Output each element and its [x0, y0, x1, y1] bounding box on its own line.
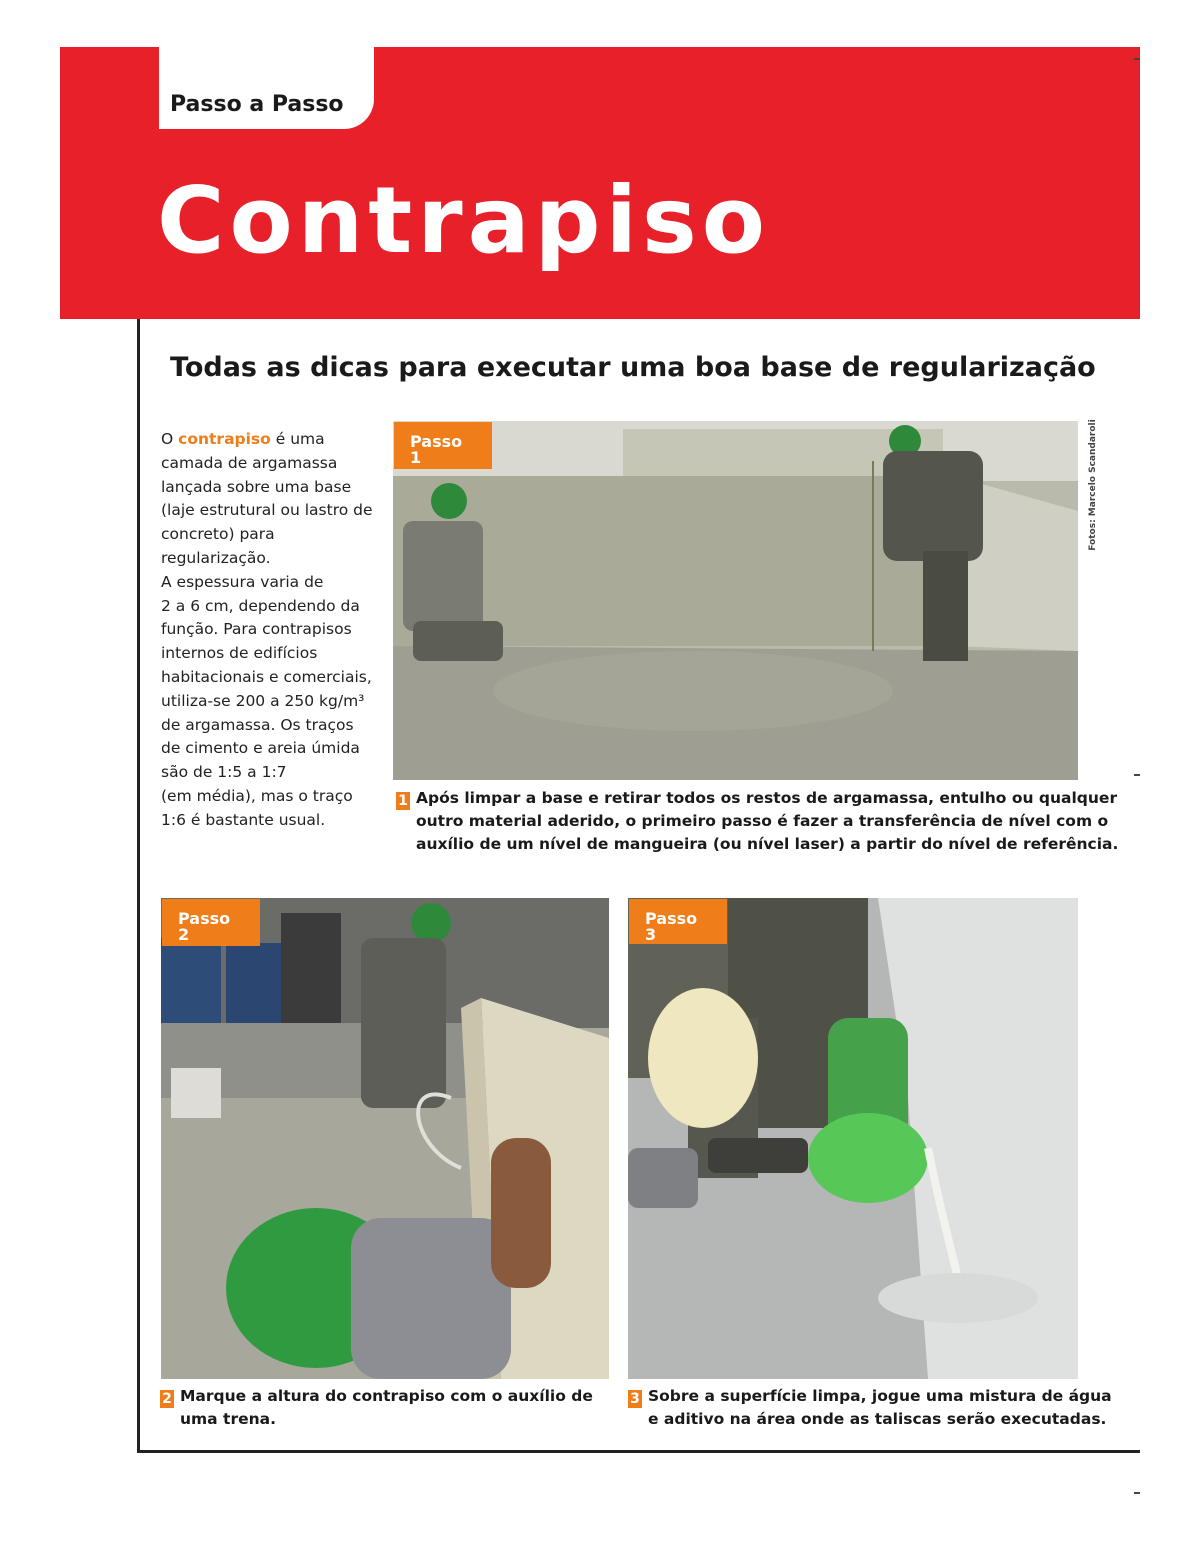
caption-text: Após limpar a base e retirar todos os restos de argamassa, entulho ou qualquer	[416, 789, 1118, 807]
step-1-illustration	[393, 421, 1078, 780]
step-number: 1	[396, 792, 410, 810]
step-number: 2	[160, 1390, 174, 1408]
step-1-photo	[393, 421, 1078, 780]
section-label: Passo a Passo	[170, 92, 344, 117]
page-title: Contrapiso	[157, 167, 771, 274]
caption-line: uma trena.	[180, 1410, 276, 1428]
bottom-rule	[137, 1450, 1140, 1453]
margin-tick	[1134, 58, 1140, 60]
step-3-badge: Passo 3	[629, 899, 727, 944]
intro-line: 1:6 é bastante usual.	[161, 810, 326, 829]
step-number: 3	[628, 1390, 642, 1408]
intro-line: são de 1:5 a 1:7	[161, 763, 287, 782]
step-2-badge: Passo 2	[162, 899, 260, 946]
intro-highlight: contrapiso	[178, 430, 271, 448]
step-1-caption	[396, 787, 1119, 856]
caption-line: outro material aderido, o primeiro passo é fazer a transferência de nível com o	[416, 812, 1109, 830]
intro-line: 2 a 6 cm, dependendo da	[161, 596, 360, 615]
intro-text	[161, 428, 376, 833]
intro-line: (em média), mas o traço	[161, 786, 353, 805]
margin-tick	[1134, 1492, 1140, 1494]
intro-line: função. Para contrapisos	[161, 620, 352, 639]
caption-line	[396, 787, 1118, 810]
caption-line: e aditivo na área onde as taliscas serão executadas.	[648, 1410, 1107, 1428]
intro-line: de cimento e areia úmida	[161, 739, 360, 758]
caption-text: Sobre a superfície limpa, jogue uma mistura de água	[648, 1387, 1112, 1405]
step-2-illustration	[161, 898, 609, 1379]
step-3-caption	[628, 1385, 1112, 1431]
intro-line: habitacionais e comerciais,	[161, 667, 372, 686]
intro-line: (laje estrutural ou lastro de	[161, 501, 373, 520]
intro-text-segment: O	[161, 430, 179, 448]
intro-line: regularização.	[161, 548, 271, 567]
intro-line: de argamassa. Os traços	[161, 715, 354, 734]
caption-line	[628, 1385, 1112, 1408]
intro-line: internos de edifícios	[161, 644, 318, 663]
step-3-photo	[628, 898, 1078, 1379]
step-2-photo	[161, 898, 609, 1379]
intro-line: A espessura varia de	[161, 572, 324, 591]
photo-credit	[1086, 420, 1100, 550]
margin-tick	[1134, 774, 1140, 776]
caption-line	[160, 1385, 600, 1408]
step-3-illustration	[628, 898, 1078, 1379]
step-1-badge: Passo 1	[394, 422, 492, 469]
step-2-caption	[160, 1385, 600, 1431]
left-rule	[137, 319, 140, 1453]
caption-text: Marque a altura do contrapiso com o auxílio de	[180, 1387, 593, 1405]
photo-credit-text: Fotos: Marcelo Scandaroli	[1088, 419, 1098, 551]
intro-line: concreto) para	[161, 525, 275, 544]
intro-line	[161, 428, 376, 452]
intro-line: lançada sobre uma base	[161, 477, 352, 496]
article-subtitle: Todas as dicas para executar uma boa base de regularização	[170, 352, 1096, 383]
caption-line: auxílio de um nível de mangueira (ou nível laser) a partir do nível de referência.	[416, 835, 1119, 853]
intro-text-segment: é uma	[270, 430, 325, 448]
intro-line: camada de argamassa	[161, 453, 338, 472]
intro-line: utiliza-se 200 a 250 kg/m³	[161, 691, 365, 710]
